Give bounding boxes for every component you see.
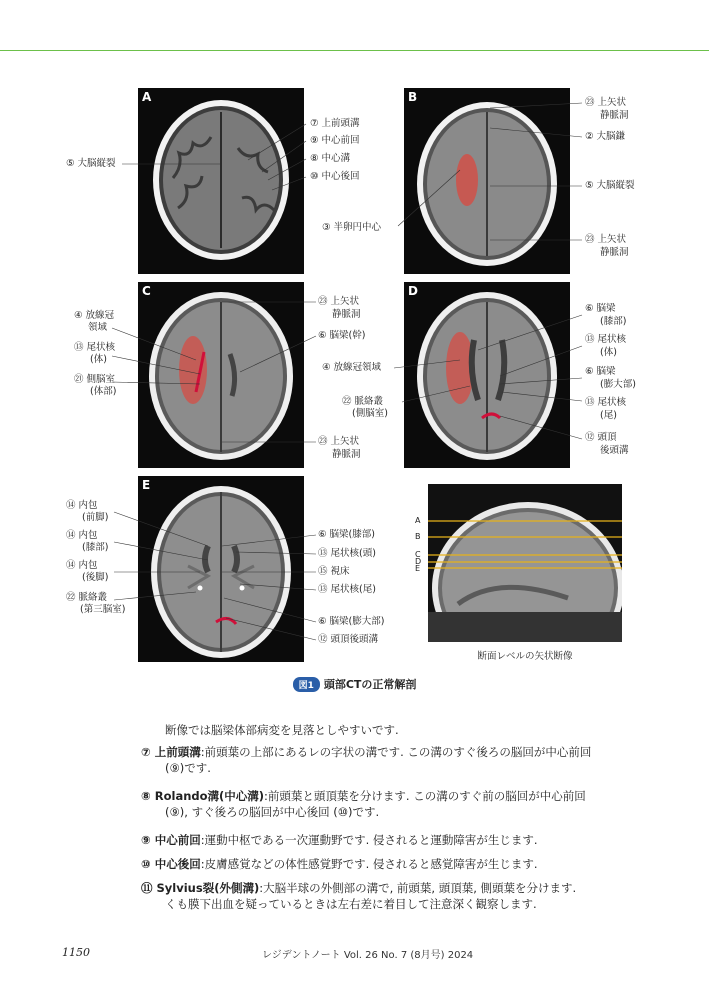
label-b-longitudinal-fissure: ⑤ 大脳縦裂 [585, 180, 635, 191]
sagittal-caption: 断面レベルの矢状断像 [477, 651, 573, 662]
panel-letter: D [408, 284, 418, 298]
ct-image-a [138, 88, 304, 274]
panel-letter: E [142, 478, 151, 492]
label-c-caudate-body-2: (体) [90, 354, 107, 365]
label-a-central-sulcus: ⑧ 中心溝 [310, 153, 351, 164]
definition: :前頭葉と頭頂葉を分けます. この溝のすぐ前の脳回が中心前回 [264, 789, 586, 803]
level-label-a: A [415, 516, 421, 525]
term: ⑨ 中心前回 [141, 833, 201, 847]
label-c-lateral-ventricle-2: (体部) [90, 386, 117, 397]
figure-badge: 図1 [293, 677, 320, 692]
body-paragraph [141, 788, 661, 820]
panel-letter: C [142, 284, 151, 298]
journal-footer: レジデントノート Vol. 26 No. 7 (8月号) 2024 [262, 950, 474, 961]
paragraph-intro: 断像では脳梁体部病変を見落としやすいです. [165, 723, 399, 737]
label-c-lateral-ventricle: ㉑ 側脳室 [74, 374, 116, 385]
label-e-choroid-plexus: ㉒ 脈絡叢 [66, 592, 108, 603]
panel-letter: A [142, 90, 152, 104]
label-e-ic-genu-2: (膝部) [82, 542, 109, 553]
page-number: 1150 [62, 946, 90, 959]
label-d-caudate-tail-2: (尾) [600, 410, 617, 421]
label-e-parieto-occipital: ⑫ 頭頂後頭溝 [318, 634, 379, 645]
label-c-sss-bottom-2: 静脈洞 [332, 449, 361, 460]
term: ⑩ 中心後回 [141, 857, 201, 871]
label-c-sss-top: ㉓ 上矢状 [318, 296, 360, 307]
label-d-parieto-occipital: ⑫ 頭頂 [585, 432, 617, 443]
body-paragraph [141, 744, 661, 776]
label-b-sss-top-2: 静脈洞 [600, 110, 629, 121]
panel-letter: B [408, 90, 418, 104]
level-label-d: D [415, 557, 422, 566]
term: ⑧ Rolando溝(中心溝) [141, 789, 265, 803]
label-e-caudate-tail: ⑬ 尾状核(尾) [318, 584, 376, 595]
paragraph-central-sulcus [141, 788, 661, 804]
label-e-caudate-head: ⑬ 尾状核(頭) [318, 548, 376, 559]
ct-image-b [404, 88, 570, 274]
ct-image-d [404, 282, 570, 468]
level-label-e: E [415, 564, 421, 573]
sagittal-image [428, 484, 622, 642]
label-d-parieto-occipital-2: 後頭溝 [600, 445, 629, 456]
label-e-ic-posterior: ⑭ 内包 [66, 560, 98, 571]
label-b-sss-bottom-2: 静脈洞 [600, 247, 629, 258]
ct-image-c [138, 282, 304, 468]
label-c-sss-bottom: ㉓ 上矢状 [318, 436, 360, 447]
label-c-caudate-body: ⑬ 尾状核 [74, 342, 116, 353]
figure-caption [0, 676, 709, 692]
label-d-caudate-body: ⑬ 尾状核 [585, 334, 627, 345]
body-paragraph [141, 722, 661, 738]
body-paragraph [141, 832, 661, 848]
definition: :皮膚感覚などの体性感覚野です. 侵されると感覚障害が生じます. [200, 857, 538, 871]
label-d-choroid-plexus: ㉒ 脈絡叢 [342, 396, 384, 407]
label-e-cc-splenium: ⑥ 脳梁(膨大部) [318, 616, 385, 627]
ct-panel-c [138, 282, 304, 468]
ct-image-e [138, 476, 304, 662]
label-e-choroid-plexus-2: (第三脳室) [80, 604, 126, 615]
label-d-corona-radiata: ④ 放線冠領域 [322, 362, 382, 373]
label-b-centrum-semiovale: ③ 半卵円中心 [322, 222, 382, 233]
label-a-postcentral-gyrus: ⑩ 中心後回 [310, 171, 360, 182]
label-d-cc-splenium: ⑥ 脳梁 [585, 366, 616, 377]
label-d-choroid-plexus-2: (側脳室) [352, 408, 388, 419]
label-a-superior-frontal-sulcus: ⑦ 上前頭溝 [310, 118, 360, 129]
paragraph-precentral-gyrus [141, 832, 661, 848]
label-d-caudate-body-2: (体) [600, 347, 617, 358]
continuation: (⑨)です. [165, 761, 211, 775]
paragraph-postcentral-gyrus [141, 856, 661, 872]
definition: :前頭葉の上部にあるレの字状の溝です. この溝のすぐ後ろの脳回が中心前回 [200, 745, 592, 759]
label-e-thalamus: ⑮ 視床 [318, 566, 350, 577]
ct-panel-b [404, 88, 570, 274]
label-d-cc-genu: ⑥ 脳梁 [585, 303, 616, 314]
label-d-cc-genu-2: (膝部) [600, 316, 627, 327]
level-label-c: C [415, 550, 421, 559]
label-c-corona-radiata-2: 領域 [88, 322, 108, 333]
label-e-ic-anterior: ⑭ 内包 [66, 500, 98, 511]
label-b-sss-top: ㉓ 上矢状 [585, 97, 627, 108]
sagittal-panel [428, 484, 622, 642]
ct-panel-e [138, 476, 304, 662]
level-label-b: B [415, 532, 421, 541]
body-paragraph [141, 856, 661, 872]
label-c-sss-top-2: 静脈洞 [332, 309, 361, 320]
header-rule [0, 50, 709, 51]
continuation: くも膜下出血を疑っているときは左右差に着目して注意深く観察します. [165, 897, 537, 911]
label-e-ic-genu: ⑭ 内包 [66, 530, 98, 541]
continuation: (⑨), すぐ後ろの脳回が中心後回 (⑩)です. [165, 805, 380, 819]
label-d-caudate-tail: ⑬ 尾状核 [585, 397, 627, 408]
label-e-ic-posterior-2: (後脚) [82, 572, 109, 583]
body-paragraph [141, 880, 661, 912]
label-b-sss-bottom: ㉓ 上矢状 [585, 234, 627, 245]
label-c-corpus-callosum-trunk: ⑥ 脳梁(幹) [318, 330, 366, 341]
label-e-ic-anterior-2: (前脚) [82, 512, 109, 523]
centrum-semiovale-overlay [456, 154, 478, 206]
ct-panel-a [138, 88, 304, 274]
label-b-falx: ② 大脳鎌 [585, 131, 626, 142]
label-d-cc-splenium-2: (膨大部) [600, 379, 636, 390]
label-c-corona-radiata: ④ 放線冠 [74, 310, 115, 321]
paragraph-superior-frontal-sulcus [141, 744, 661, 760]
term: ⑦ 上前頭溝 [141, 745, 201, 759]
definition: :大脳半球の外側部の溝で, 前頭葉, 頭頂葉, 側頭葉を分けます. [259, 881, 577, 895]
label-a-longitudinal-fissure: ⑤ 大脳縦裂 [66, 158, 116, 169]
ct-panel-d [404, 282, 570, 468]
label-a-precentral-gyrus: ⑨ 中心前回 [310, 135, 360, 146]
label-e-cc-genu: ⑥ 脳梁(膝部) [318, 529, 375, 540]
definition: :運動中枢である一次運動野です. 侵されると運動障害が生じます. [200, 833, 538, 847]
paragraph-sylvian-fissure [141, 880, 661, 896]
figure-title: 頭部CTの正常解剖 [323, 678, 417, 691]
term: ⑪ Sylvius裂(外側溝) [141, 881, 260, 895]
